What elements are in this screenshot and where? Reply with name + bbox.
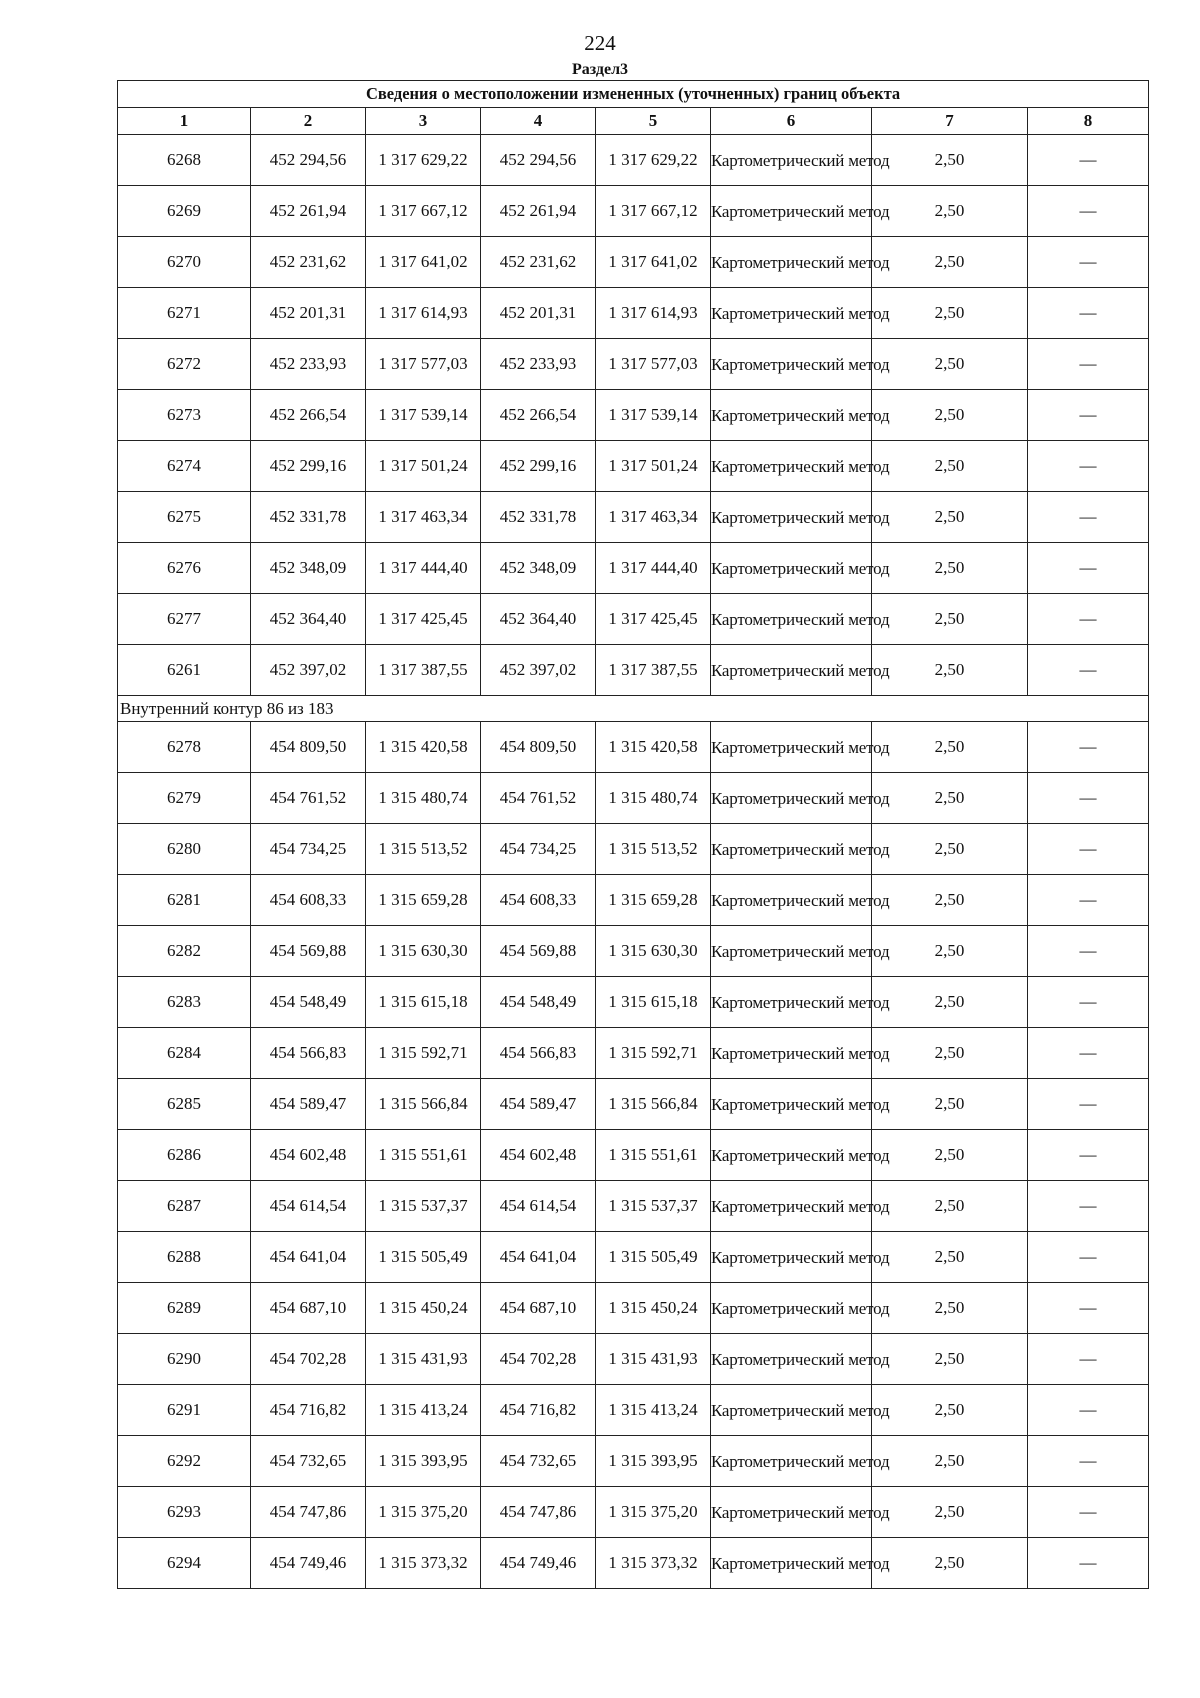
- table-body: [118, 135, 1149, 1589]
- x-existing-cell: 452 231,62: [251, 237, 366, 288]
- mean-square-error-cell: 2,50: [872, 1130, 1028, 1181]
- point-number-cell: 6269: [118, 186, 251, 237]
- column-number: 8: [1028, 108, 1149, 135]
- y-new-cell: 1 315 505,49: [596, 1232, 711, 1283]
- y-new-cell: 1 315 615,18: [596, 977, 711, 1028]
- point-number-cell: 6277: [118, 594, 251, 645]
- point-number-cell: 6283: [118, 977, 251, 1028]
- x-new-cell: 454 702,28: [481, 1334, 596, 1385]
- y-new-cell: 1 317 425,45: [596, 594, 711, 645]
- table-row: [118, 288, 1149, 339]
- mean-square-error-cell: 2,50: [872, 1232, 1028, 1283]
- x-existing-cell: 454 641,04: [251, 1232, 366, 1283]
- y-new-cell: 1 315 375,20: [596, 1487, 711, 1538]
- y-new-cell: 1 317 444,40: [596, 543, 711, 594]
- y-existing-cell: 1 315 431,93: [366, 1334, 481, 1385]
- column-number: 6: [711, 108, 872, 135]
- mean-square-error-cell: 2,50: [872, 824, 1028, 875]
- page-number: 224: [584, 31, 616, 55]
- point-description-cell: —: [1028, 645, 1149, 696]
- mean-square-error-cell: 2,50: [872, 1283, 1028, 1334]
- table-row: [118, 1283, 1149, 1334]
- point-description-cell: —: [1028, 390, 1149, 441]
- determination-method-cell: Картометрический метод: [711, 237, 872, 288]
- determination-method-cell: Картометрический метод: [711, 1436, 872, 1487]
- determination-method-cell: Картометрический метод: [711, 645, 872, 696]
- x-new-cell: 454 734,25: [481, 824, 596, 875]
- y-existing-cell: 1 317 387,55: [366, 645, 481, 696]
- y-new-cell: 1 317 667,12: [596, 186, 711, 237]
- mean-square-error-cell: 2,50: [872, 288, 1028, 339]
- point-description-cell: —: [1028, 1436, 1149, 1487]
- y-existing-cell: 1 315 615,18: [366, 977, 481, 1028]
- table-row: [118, 645, 1149, 696]
- determination-method-cell: Картометрический метод: [711, 722, 872, 773]
- y-existing-cell: 1 315 551,61: [366, 1130, 481, 1181]
- determination-method-cell: Картометрический метод: [711, 339, 872, 390]
- x-new-cell: 454 732,65: [481, 1436, 596, 1487]
- column-number: 7: [872, 108, 1028, 135]
- x-new-cell: 454 761,52: [481, 773, 596, 824]
- y-new-cell: 1 317 629,22: [596, 135, 711, 186]
- y-new-cell: 1 315 450,24: [596, 1283, 711, 1334]
- x-new-cell: 452 348,09: [481, 543, 596, 594]
- point-description-cell: —: [1028, 492, 1149, 543]
- x-new-cell: 454 749,46: [481, 1538, 596, 1589]
- determination-method-cell: Картометрический метод: [711, 1487, 872, 1538]
- x-existing-cell: 454 614,54: [251, 1181, 366, 1232]
- y-new-cell: 1 315 659,28: [596, 875, 711, 926]
- y-new-cell: 1 315 537,37: [596, 1181, 711, 1232]
- column-number: 3: [366, 108, 481, 135]
- table-row: [118, 390, 1149, 441]
- table-row: [118, 1538, 1149, 1589]
- mean-square-error-cell: 2,50: [872, 773, 1028, 824]
- contour-label: Внутренний контур 86 из 183: [118, 696, 1149, 722]
- table-row: [118, 875, 1149, 926]
- mean-square-error-cell: 2,50: [872, 390, 1028, 441]
- y-existing-cell: 1 317 641,02: [366, 237, 481, 288]
- point-description-cell: —: [1028, 1385, 1149, 1436]
- x-new-cell: 452 261,94: [481, 186, 596, 237]
- y-new-cell: 1 317 577,03: [596, 339, 711, 390]
- determination-method-cell: Картометрический метод: [711, 543, 872, 594]
- determination-method-cell: Картометрический метод: [711, 824, 872, 875]
- point-description-cell: —: [1028, 1334, 1149, 1385]
- determination-method-cell: Картометрический метод: [711, 441, 872, 492]
- y-existing-cell: 1 317 425,45: [366, 594, 481, 645]
- determination-method-cell: Картометрический метод: [711, 594, 872, 645]
- table-row: [118, 824, 1149, 875]
- x-existing-cell: 452 201,31: [251, 288, 366, 339]
- point-number-cell: 6271: [118, 288, 251, 339]
- point-number-cell: 6276: [118, 543, 251, 594]
- table-row: [118, 926, 1149, 977]
- determination-method-cell: Картометрический метод: [711, 1232, 872, 1283]
- x-new-cell: 454 569,88: [481, 926, 596, 977]
- x-new-cell: 452 266,54: [481, 390, 596, 441]
- determination-method-cell: Картометрический метод: [711, 1079, 872, 1130]
- column-number: 5: [596, 108, 711, 135]
- table-row: [118, 594, 1149, 645]
- y-new-cell: 1 317 387,55: [596, 645, 711, 696]
- point-description-cell: —: [1028, 1232, 1149, 1283]
- x-new-cell: 452 331,78: [481, 492, 596, 543]
- point-description-cell: —: [1028, 543, 1149, 594]
- point-number-cell: 6275: [118, 492, 251, 543]
- point-number-cell: 6290: [118, 1334, 251, 1385]
- mean-square-error-cell: 2,50: [872, 1385, 1028, 1436]
- mean-square-error-cell: 2,50: [872, 237, 1028, 288]
- determination-method-cell: Картометрический метод: [711, 926, 872, 977]
- y-existing-cell: 1 317 577,03: [366, 339, 481, 390]
- determination-method-cell: Картометрический метод: [711, 135, 872, 186]
- mean-square-error-cell: 2,50: [872, 645, 1028, 696]
- determination-method-cell: Картометрический метод: [711, 875, 872, 926]
- y-existing-cell: 1 315 420,58: [366, 722, 481, 773]
- point-number-cell: 6261: [118, 645, 251, 696]
- x-new-cell: 454 608,33: [481, 875, 596, 926]
- x-existing-cell: 454 548,49: [251, 977, 366, 1028]
- y-existing-cell: 1 315 537,37: [366, 1181, 481, 1232]
- x-new-cell: 452 233,93: [481, 339, 596, 390]
- y-existing-cell: 1 315 480,74: [366, 773, 481, 824]
- point-number-cell: 6285: [118, 1079, 251, 1130]
- table-caption-row: [118, 81, 1149, 108]
- point-number-cell: 6288: [118, 1232, 251, 1283]
- table-caption: Сведения о местоположении измененных (уточненных) границ объекта: [118, 81, 1149, 108]
- point-number-cell: 6273: [118, 390, 251, 441]
- point-description-cell: —: [1028, 977, 1149, 1028]
- determination-method-cell: Картометрический метод: [711, 492, 872, 543]
- y-existing-cell: 1 317 629,22: [366, 135, 481, 186]
- y-existing-cell: 1 317 539,14: [366, 390, 481, 441]
- point-description-cell: —: [1028, 1487, 1149, 1538]
- determination-method-cell: Картометрический метод: [711, 977, 872, 1028]
- column-number: 2: [251, 108, 366, 135]
- y-existing-cell: 1 315 373,32: [366, 1538, 481, 1589]
- x-new-cell: 454 641,04: [481, 1232, 596, 1283]
- table-row: [118, 1334, 1149, 1385]
- x-existing-cell: 454 566,83: [251, 1028, 366, 1079]
- x-new-cell: 452 364,40: [481, 594, 596, 645]
- x-existing-cell: 454 734,25: [251, 824, 366, 875]
- point-description-cell: —: [1028, 1028, 1149, 1079]
- mean-square-error-cell: 2,50: [872, 1181, 1028, 1232]
- y-new-cell: 1 315 513,52: [596, 824, 711, 875]
- table-row: [118, 722, 1149, 773]
- x-new-cell: 452 397,02: [481, 645, 596, 696]
- determination-method-cell: Картометрический метод: [711, 288, 872, 339]
- x-existing-cell: 452 331,78: [251, 492, 366, 543]
- mean-square-error-cell: 2,50: [872, 492, 1028, 543]
- point-number-cell: 6286: [118, 1130, 251, 1181]
- mean-square-error-cell: 2,50: [872, 543, 1028, 594]
- determination-method-cell: Картометрический метод: [711, 1130, 872, 1181]
- y-existing-cell: 1 315 592,71: [366, 1028, 481, 1079]
- y-existing-cell: 1 315 393,95: [366, 1436, 481, 1487]
- x-existing-cell: 454 749,46: [251, 1538, 366, 1589]
- point-number-cell: 6292: [118, 1436, 251, 1487]
- y-new-cell: 1 315 393,95: [596, 1436, 711, 1487]
- y-new-cell: 1 315 420,58: [596, 722, 711, 773]
- mean-square-error-cell: 2,50: [872, 977, 1028, 1028]
- y-new-cell: 1 315 431,93: [596, 1334, 711, 1385]
- point-number-cell: 6293: [118, 1487, 251, 1538]
- table-row: [118, 977, 1149, 1028]
- point-number-cell: 6282: [118, 926, 251, 977]
- point-number-cell: 6281: [118, 875, 251, 926]
- table-row: [118, 543, 1149, 594]
- mean-square-error-cell: 2,50: [872, 1334, 1028, 1385]
- table-row: [118, 1232, 1149, 1283]
- mean-square-error-cell: 2,50: [872, 1538, 1028, 1589]
- x-new-cell: 454 687,10: [481, 1283, 596, 1334]
- x-existing-cell: 454 602,48: [251, 1130, 366, 1181]
- y-existing-cell: 1 315 450,24: [366, 1283, 481, 1334]
- point-description-cell: —: [1028, 237, 1149, 288]
- y-new-cell: 1 317 641,02: [596, 237, 711, 288]
- table-row: [118, 339, 1149, 390]
- x-existing-cell: 452 266,54: [251, 390, 366, 441]
- determination-method-cell: Картометрический метод: [711, 1538, 872, 1589]
- y-new-cell: 1 317 501,24: [596, 441, 711, 492]
- contour-header-row: [118, 696, 1149, 722]
- x-existing-cell: 452 348,09: [251, 543, 366, 594]
- mean-square-error-cell: 2,50: [872, 339, 1028, 390]
- x-new-cell: 454 716,82: [481, 1385, 596, 1436]
- section-label: Раздел3: [571, 61, 629, 78]
- x-existing-cell: 452 261,94: [251, 186, 366, 237]
- y-new-cell: 1 315 373,32: [596, 1538, 711, 1589]
- x-existing-cell: 454 589,47: [251, 1079, 366, 1130]
- x-existing-cell: 454 608,33: [251, 875, 366, 926]
- point-description-cell: —: [1028, 1181, 1149, 1232]
- determination-method-cell: Картометрический метод: [711, 186, 872, 237]
- table-row: [118, 773, 1149, 824]
- y-new-cell: 1 317 614,93: [596, 288, 711, 339]
- x-existing-cell: 452 364,40: [251, 594, 366, 645]
- point-description-cell: —: [1028, 773, 1149, 824]
- table-row: [118, 492, 1149, 543]
- y-new-cell: 1 315 566,84: [596, 1079, 711, 1130]
- y-existing-cell: 1 315 413,24: [366, 1385, 481, 1436]
- point-number-cell: 6280: [118, 824, 251, 875]
- x-new-cell: 454 566,83: [481, 1028, 596, 1079]
- column-number: 4: [481, 108, 596, 135]
- mean-square-error-cell: 2,50: [872, 875, 1028, 926]
- y-existing-cell: 1 317 444,40: [366, 543, 481, 594]
- x-existing-cell: 454 809,50: [251, 722, 366, 773]
- mean-square-error-cell: 2,50: [872, 186, 1028, 237]
- point-number-cell: 6274: [118, 441, 251, 492]
- point-number-cell: 6268: [118, 135, 251, 186]
- determination-method-cell: Картометрический метод: [711, 390, 872, 441]
- point-description-cell: —: [1028, 288, 1149, 339]
- mean-square-error-cell: 2,50: [872, 1436, 1028, 1487]
- x-new-cell: 454 809,50: [481, 722, 596, 773]
- y-existing-cell: 1 315 659,28: [366, 875, 481, 926]
- table-row: [118, 441, 1149, 492]
- point-number-cell: 6291: [118, 1385, 251, 1436]
- x-existing-cell: 452 294,56: [251, 135, 366, 186]
- x-new-cell: 452 294,56: [481, 135, 596, 186]
- determination-method-cell: Картометрический метод: [711, 1385, 872, 1436]
- mean-square-error-cell: 2,50: [872, 1487, 1028, 1538]
- table-row: [118, 135, 1149, 186]
- point-description-cell: —: [1028, 824, 1149, 875]
- determination-method-cell: Картометрический метод: [711, 1028, 872, 1079]
- mean-square-error-cell: 2,50: [872, 926, 1028, 977]
- x-existing-cell: 454 569,88: [251, 926, 366, 977]
- table-row: [118, 1487, 1149, 1538]
- table-row: [118, 1385, 1149, 1436]
- column-number: 1: [118, 108, 251, 135]
- x-new-cell: 454 747,86: [481, 1487, 596, 1538]
- x-new-cell: 452 299,16: [481, 441, 596, 492]
- x-existing-cell: 454 716,82: [251, 1385, 366, 1436]
- mean-square-error-cell: 2,50: [872, 135, 1028, 186]
- point-description-cell: —: [1028, 1283, 1149, 1334]
- point-number-cell: 6294: [118, 1538, 251, 1589]
- x-existing-cell: 454 747,86: [251, 1487, 366, 1538]
- y-existing-cell: 1 317 463,34: [366, 492, 481, 543]
- point-number-cell: 6278: [118, 722, 251, 773]
- mean-square-error-cell: 2,50: [872, 722, 1028, 773]
- x-new-cell: 452 201,31: [481, 288, 596, 339]
- x-new-cell: 454 614,54: [481, 1181, 596, 1232]
- column-number-row: [118, 108, 1149, 135]
- point-description-cell: —: [1028, 926, 1149, 977]
- mean-square-error-cell: 2,50: [872, 441, 1028, 492]
- mean-square-error-cell: 2,50: [872, 594, 1028, 645]
- point-number-cell: 6279: [118, 773, 251, 824]
- x-existing-cell: 454 702,28: [251, 1334, 366, 1385]
- y-existing-cell: 1 317 614,93: [366, 288, 481, 339]
- y-existing-cell: 1 315 505,49: [366, 1232, 481, 1283]
- mean-square-error-cell: 2,50: [872, 1079, 1028, 1130]
- x-new-cell: 454 602,48: [481, 1130, 596, 1181]
- table-row: [118, 1436, 1149, 1487]
- point-number-cell: 6284: [118, 1028, 251, 1079]
- y-existing-cell: 1 315 513,52: [366, 824, 481, 875]
- determination-method-cell: Картометрический метод: [711, 1334, 872, 1385]
- x-existing-cell: 454 761,52: [251, 773, 366, 824]
- y-new-cell: 1 315 630,30: [596, 926, 711, 977]
- x-new-cell: 454 589,47: [481, 1079, 596, 1130]
- y-existing-cell: 1 317 667,12: [366, 186, 481, 237]
- x-existing-cell: 452 299,16: [251, 441, 366, 492]
- y-new-cell: 1 317 463,34: [596, 492, 711, 543]
- point-description-cell: —: [1028, 441, 1149, 492]
- x-existing-cell: 454 687,10: [251, 1283, 366, 1334]
- y-new-cell: 1 315 480,74: [596, 773, 711, 824]
- y-new-cell: 1 317 539,14: [596, 390, 711, 441]
- point-number-cell: 6270: [118, 237, 251, 288]
- x-existing-cell: 452 233,93: [251, 339, 366, 390]
- point-description-cell: —: [1028, 1079, 1149, 1130]
- table-row: [118, 1181, 1149, 1232]
- point-description-cell: —: [1028, 1130, 1149, 1181]
- point-number-cell: 6272: [118, 339, 251, 390]
- x-existing-cell: 454 732,65: [251, 1436, 366, 1487]
- mean-square-error-cell: 2,50: [872, 1028, 1028, 1079]
- determination-method-cell: Картометрический метод: [711, 1181, 872, 1232]
- point-number-cell: 6287: [118, 1181, 251, 1232]
- table-row: [118, 186, 1149, 237]
- boundary-coordinates-table: [117, 80, 1149, 1589]
- determination-method-cell: Картометрический метод: [711, 773, 872, 824]
- point-description-cell: —: [1028, 594, 1149, 645]
- y-new-cell: 1 315 413,24: [596, 1385, 711, 1436]
- x-new-cell: 452 231,62: [481, 237, 596, 288]
- table-row: [118, 1028, 1149, 1079]
- table-row: [118, 1130, 1149, 1181]
- point-description-cell: —: [1028, 1538, 1149, 1589]
- y-new-cell: 1 315 592,71: [596, 1028, 711, 1079]
- point-description-cell: —: [1028, 186, 1149, 237]
- table-row: [118, 1079, 1149, 1130]
- point-description-cell: —: [1028, 339, 1149, 390]
- point-number-cell: 6289: [118, 1283, 251, 1334]
- y-existing-cell: 1 315 566,84: [366, 1079, 481, 1130]
- y-existing-cell: 1 317 501,24: [366, 441, 481, 492]
- x-existing-cell: 452 397,02: [251, 645, 366, 696]
- point-description-cell: —: [1028, 135, 1149, 186]
- point-description-cell: —: [1028, 722, 1149, 773]
- determination-method-cell: Картометрический метод: [711, 1283, 872, 1334]
- y-new-cell: 1 315 551,61: [596, 1130, 711, 1181]
- x-new-cell: 454 548,49: [481, 977, 596, 1028]
- y-existing-cell: 1 315 375,20: [366, 1487, 481, 1538]
- table-row: [118, 237, 1149, 288]
- point-description-cell: —: [1028, 875, 1149, 926]
- y-existing-cell: 1 315 630,30: [366, 926, 481, 977]
